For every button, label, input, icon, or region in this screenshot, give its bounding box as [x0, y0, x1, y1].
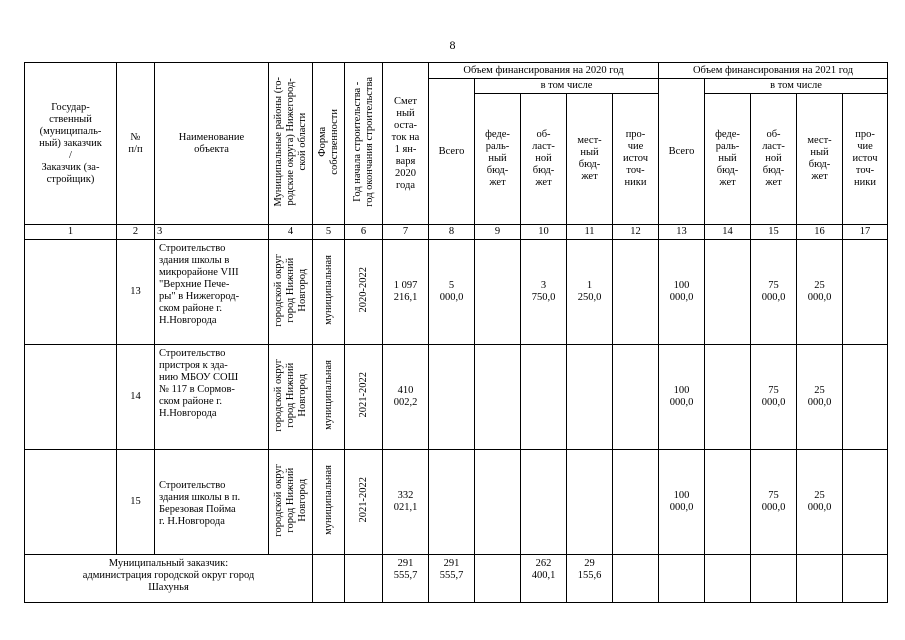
cell-district: городской округ город Нижний Новгород: [269, 240, 313, 345]
total-regional-2021: [751, 555, 797, 603]
cell-customer: [25, 450, 117, 555]
col-number: 4: [269, 225, 313, 240]
total-other-2020: [613, 555, 659, 603]
header-total-2021: Всего: [659, 79, 705, 225]
col-number: 10: [521, 225, 567, 240]
cell-regional-2021: 75 000,0: [751, 450, 797, 555]
col-number: 3: [155, 225, 269, 240]
col-number: 14: [705, 225, 751, 240]
total-estimated: 291 555,7: [383, 555, 429, 603]
cell-district: городской округ город Нижний Новгород: [269, 345, 313, 450]
header-object-name: Наименование объекта: [155, 63, 269, 225]
header-federal-2020: феде- раль- ный бюд- жет: [475, 94, 521, 225]
total-federal-2021: [705, 555, 751, 603]
cell-local-2021: 25 000,0: [797, 240, 843, 345]
cell-regional-2021: 75 000,0: [751, 240, 797, 345]
header-other-2021: про- чие источ точ- ники: [843, 94, 888, 225]
header-total-2020: Всего: [429, 79, 475, 225]
cell-regional-2020: [521, 450, 567, 555]
col-number: 6: [345, 225, 383, 240]
cell-ownership: [313, 555, 345, 603]
cell-total-2020: [429, 450, 475, 555]
page-number: 8: [449, 38, 456, 52]
header-ownership: Форма собственности: [313, 63, 345, 225]
cell-local-2020: [567, 345, 613, 450]
header-regional-2021: об- ласт- ной бюд- жет: [751, 94, 797, 225]
cell-object-name: Строительство здания школы в микрорайоне VIII "Верхние Пече- ры" в Нижегород- ском районе г. Н.Новгорода: [155, 240, 269, 345]
cell-other-2021: [843, 345, 888, 450]
col-number: 7: [383, 225, 429, 240]
header-incl-2021: в том числе: [705, 79, 888, 94]
cell-estimated: 332 021,1: [383, 450, 429, 555]
cell-local-2021: 25 000,0: [797, 450, 843, 555]
cell-total-2021: 100 000,0: [659, 240, 705, 345]
cell-federal-2021: [705, 345, 751, 450]
cell-object-name: Строительство здания школы в п. Березовая Пойма г. Н.Новгорода: [155, 450, 269, 555]
total-label: Муниципальный заказчик: администрация городской округ город Шахунья: [25, 555, 313, 603]
cell-years: [345, 555, 383, 603]
cell-estimated: 1 097 216,1: [383, 240, 429, 345]
cell-num: 15: [117, 450, 155, 555]
table-row: [25, 240, 888, 345]
cell-local-2020: 1 250,0: [567, 240, 613, 345]
cell-num: 14: [117, 345, 155, 450]
header-fin-2020: Объем финансирования на 2020 год: [429, 63, 659, 79]
header-years: Год начала строительства - год окончания строительства: [345, 63, 383, 225]
header-districts: Муниципальные районы (го- родские округа) Нижегород- ской области: [269, 63, 313, 225]
cell-total-2020: 5 000,0: [429, 240, 475, 345]
cell-district: городской округ город Нижний Новгород: [269, 450, 313, 555]
header-estimated: Смет ный оста- ток на 1 ян- варя 2020 года: [383, 63, 429, 225]
header-local-2020: мест- ный бюд- жет: [567, 94, 613, 225]
total-local-2021: [797, 555, 843, 603]
cell-object-name: Строительство пристроя к зда- нию МБОУ СОШ № 117 в Сормов- ском районе г. Н.Новгорода: [155, 345, 269, 450]
total-other-2021: [843, 555, 888, 603]
cell-num: 13: [117, 240, 155, 345]
cell-federal-2021: [705, 240, 751, 345]
col-number: 2: [117, 225, 155, 240]
cell-regional-2020: [521, 345, 567, 450]
total-2021: [659, 555, 705, 603]
col-number: 15: [751, 225, 797, 240]
total-federal-2020: [475, 555, 521, 603]
cell-other-2020: [613, 240, 659, 345]
header-regional-2020: об- ласт- ной бюд- жет: [521, 94, 567, 225]
cell-federal-2021: [705, 450, 751, 555]
header-local-2021: мест- ный бюд- жет: [797, 94, 843, 225]
cell-total-2021: 100 000,0: [659, 345, 705, 450]
cell-other-2020: [613, 450, 659, 555]
col-number: 8: [429, 225, 475, 240]
header-incl-2020: в том числе: [475, 79, 659, 94]
cell-ownership: муниципальная: [313, 345, 345, 450]
col-number: 17: [843, 225, 888, 240]
cell-federal-2020: [475, 345, 521, 450]
col-number: 5: [313, 225, 345, 240]
total-2020: 291 555,7: [429, 555, 475, 603]
col-number: 11: [567, 225, 613, 240]
cell-federal-2020: [475, 240, 521, 345]
cell-local-2021: 25 000,0: [797, 345, 843, 450]
cell-total-2021: 100 000,0: [659, 450, 705, 555]
total-local-2020: 29 155,6: [567, 555, 613, 603]
cell-total-2020: [429, 345, 475, 450]
cell-federal-2020: [475, 450, 521, 555]
cell-local-2020: [567, 450, 613, 555]
header-num: № п/п: [117, 63, 155, 225]
cell-other-2020: [613, 345, 659, 450]
cell-regional-2020: 3 750,0: [521, 240, 567, 345]
cell-years: 2020-2022: [345, 240, 383, 345]
col-number: 9: [475, 225, 521, 240]
col-number: 1: [25, 225, 117, 240]
col-number: 12: [613, 225, 659, 240]
header-other-2020: про- чие источ точ- ники: [613, 94, 659, 225]
cell-years: 2021-2022: [345, 450, 383, 555]
header-fin-2021: Объем финансирования на 2021 год: [659, 63, 888, 79]
cell-estimated: 410 002,2: [383, 345, 429, 450]
cell-ownership: муниципальная: [313, 450, 345, 555]
cell-regional-2021: 75 000,0: [751, 345, 797, 450]
financing-table: [24, 62, 888, 603]
cell-other-2021: [843, 240, 888, 345]
col-number: 13: [659, 225, 705, 240]
cell-other-2021: [843, 450, 888, 555]
table-row: [25, 450, 888, 555]
total-regional-2020: 262 400,1: [521, 555, 567, 603]
header-customer: Государ- ственный (муниципаль- ный) заказчик / Заказчик (за- стройщик): [25, 63, 117, 225]
table-row: [25, 345, 888, 450]
header-federal-2021: феде- раль- ный бюд- жет: [705, 94, 751, 225]
cell-customer: [25, 345, 117, 450]
col-number: 16: [797, 225, 843, 240]
cell-customer: [25, 240, 117, 345]
cell-ownership: муниципальная: [313, 240, 345, 345]
total-row: [25, 555, 888, 603]
cell-years: 2021-2022: [345, 345, 383, 450]
